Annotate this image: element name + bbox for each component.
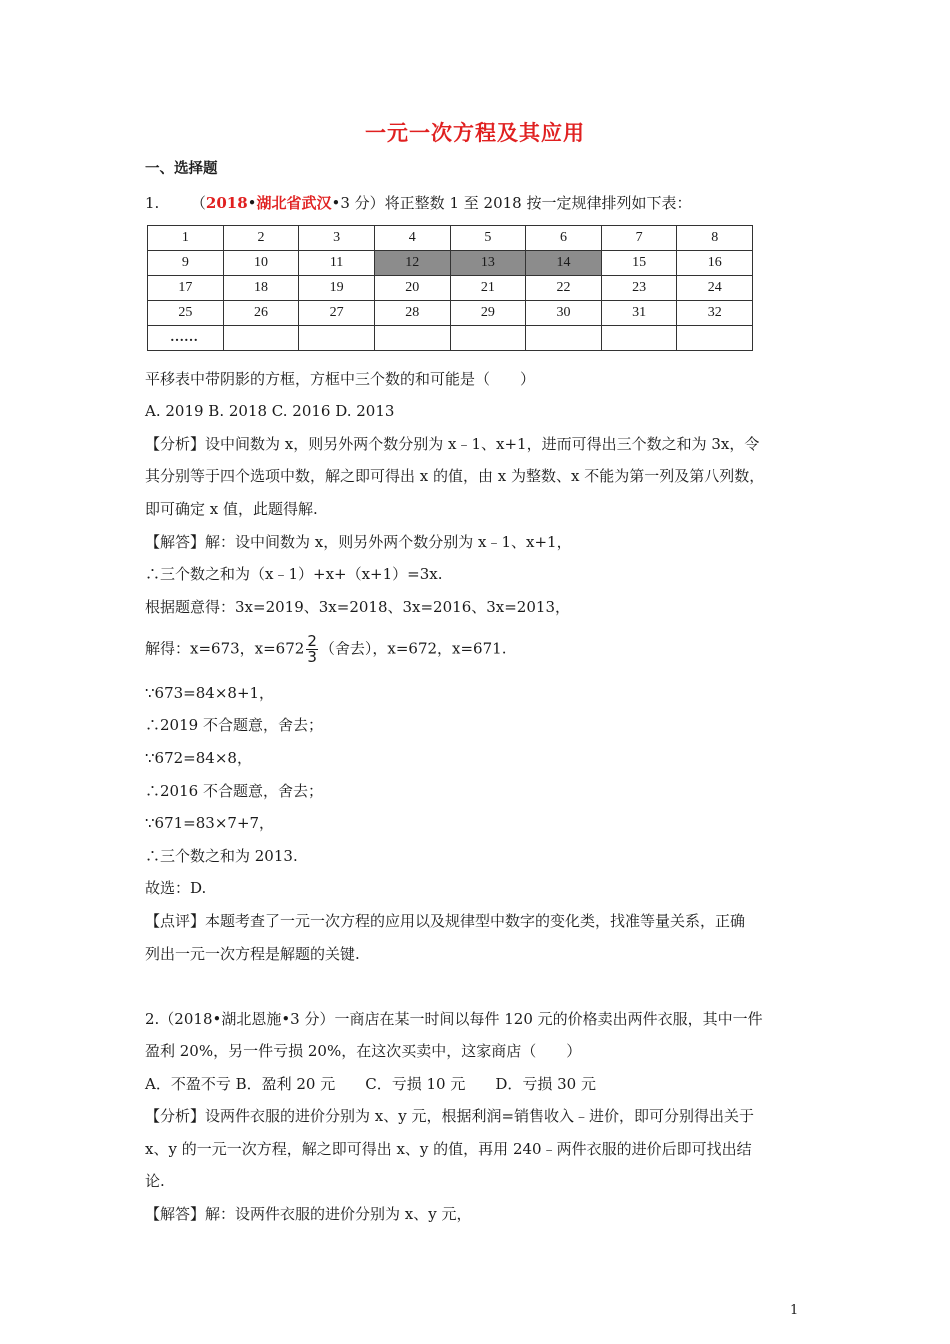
q1-source-rest: •3 分）将正整数 1 至 2018 按一定规律排列如下表： [331, 194, 692, 212]
table-cell: 28 [374, 301, 450, 326]
q1-solution-line [145, 634, 815, 665]
table-row [148, 251, 753, 276]
q1-source-year: 2018 [205, 194, 248, 212]
table-cell: 7 [601, 226, 677, 251]
table-cell: 18 [223, 276, 299, 301]
table-cell: 31 [601, 301, 677, 326]
table-cell: 3 [299, 226, 375, 251]
q1-source-region: 湖北省武汉 [256, 194, 332, 212]
table-cell: 22 [526, 276, 602, 301]
q1-answer-line: ∴2019 不合题意，舍去； [145, 716, 323, 734]
table-cell [677, 326, 753, 351]
table-cell: 23 [601, 276, 677, 301]
q1-analysis-line: 【分析】设中间数为 x，则另外两个数分别为 x﹣1、x+1，进而可得出三个数之和为 3x，令 [145, 435, 760, 453]
table-row [148, 276, 753, 301]
table-cell: 6 [526, 226, 602, 251]
table-row [148, 226, 753, 251]
table-cell: 25 [148, 301, 224, 326]
table-cell: 4 [374, 226, 450, 251]
table-cell [526, 326, 602, 351]
fraction-denominator: 3 [307, 648, 317, 666]
q1-answer-line: 【解答】解：设中间数为 x，则另外两个数分别为 x﹣1、x+1， [145, 533, 572, 551]
table-cell: 20 [374, 276, 450, 301]
table-cell: 26 [223, 301, 299, 326]
q1-answer-line: 根据题意得：3x=2019、3x=2018、3x=2016、3x=2013， [145, 598, 570, 616]
q1-answer-line: ∴三个数之和为 2013. [145, 847, 298, 865]
table-cell: 2 [223, 226, 299, 251]
q2-stem-line: 盈利 20%，另一件亏损 20%，在这次买卖中，这家商店（ ） [145, 1042, 582, 1060]
table-cell: 30 [526, 301, 602, 326]
q1-source-open: （ [190, 194, 206, 212]
table-cell: 16 [677, 251, 753, 276]
shaded-cell: 12 [374, 251, 450, 276]
q1-source-sep: • [247, 194, 257, 212]
q1-stem: 平移表中带阴影的方框，方框中三个数的和可能是（ ） [145, 370, 536, 388]
table-cell [450, 326, 526, 351]
table-cell: 8 [677, 226, 753, 251]
table-cell: 11 [299, 251, 375, 276]
page-title: 一元一次方程及其应用 [365, 120, 585, 145]
table-cell: 5 [450, 226, 526, 251]
table-cell: 15 [601, 251, 677, 276]
q2-analysis-line: 论. [145, 1172, 165, 1190]
table-cell: 10 [223, 251, 299, 276]
q2-answer-line: 【解答】解：设两件衣服的进价分别为 x、y 元， [145, 1205, 472, 1223]
q1-answer-line: ∵671=83×7+7， [145, 814, 275, 832]
q1-solution-pre: 解得：x=673，x=672 [145, 639, 305, 658]
section-heading: 一、选择题 [145, 161, 218, 177]
table-cell-ellipsis: …… [148, 326, 224, 351]
table-cell: 32 [677, 301, 753, 326]
q1-options: A. 2019 B. 2018 C. 2016 D. 2013 [145, 402, 395, 420]
q1-header [145, 192, 815, 214]
shaded-cell: 13 [450, 251, 526, 276]
table-cell: 1 [148, 226, 224, 251]
table-cell [299, 326, 375, 351]
table-cell [601, 326, 677, 351]
q2-options: A．不盈不亏 B．盈利 20 元 C．亏损 10 元 D．亏损 30 元 [145, 1075, 596, 1093]
table-cell: 24 [677, 276, 753, 301]
table-cell: 9 [148, 251, 224, 276]
q1-comment-line: 列出一元一次方程是解题的关键. [145, 945, 360, 963]
q2-stem-line: 2.（2018•湖北恩施•3 分）一商店在某一时间以每件 120 元的价格卖出两件衣服，其中一件 [145, 1010, 763, 1028]
q1-number: 1. [145, 194, 160, 212]
table-cell: 27 [299, 301, 375, 326]
number-table [147, 225, 753, 351]
table-cell: 17 [148, 276, 224, 301]
q1-answer-line: ∴2016 不合题意，舍去； [145, 782, 323, 800]
table-cell [374, 326, 450, 351]
q1-analysis-line: 其分别等于四个选项中数，解之即可得出 x 的值，由 x 为整数、x 不能为第一列及第八列数， [145, 467, 765, 485]
table-row [148, 326, 753, 351]
q1-answer-line: 故选：D. [145, 879, 207, 897]
table-cell: 19 [299, 276, 375, 301]
q1-answer-line: ∵672=84×8， [145, 749, 252, 767]
fraction [306, 634, 318, 665]
shaded-cell: 14 [526, 251, 602, 276]
table-cell: 21 [450, 276, 526, 301]
q1-answer-line: ∵673=84×8+1， [145, 684, 275, 702]
table-cell: 29 [450, 301, 526, 326]
page-number: 1 [790, 1303, 799, 1318]
table-cell [223, 326, 299, 351]
q2-analysis-line: x、y 的一元一次方程，解之即可得出 x、y 的值，再用 240﹣两件衣服的进价后即可找出结 [145, 1140, 752, 1158]
q1-analysis-line: 即可确定 x 值，此题得解. [145, 500, 318, 518]
q2-analysis-line: 【分析】设两件衣服的进价分别为 x、y 元，根据利润=销售收入﹣进价，即可分别得出关于 [145, 1107, 755, 1125]
fraction-numerator: 2 [307, 632, 317, 650]
table-row [148, 301, 753, 326]
q1-solution-post: （舍去），x=672，x=671. [319, 639, 507, 658]
q1-answer-line: ∴三个数之和为（x﹣1）+x+（x+1）=3x. [145, 565, 443, 583]
q1-comment-line: 【点评】本题考查了一元一次方程的应用以及规律型中数字的变化类，找准等量关系，正确 [145, 912, 746, 930]
